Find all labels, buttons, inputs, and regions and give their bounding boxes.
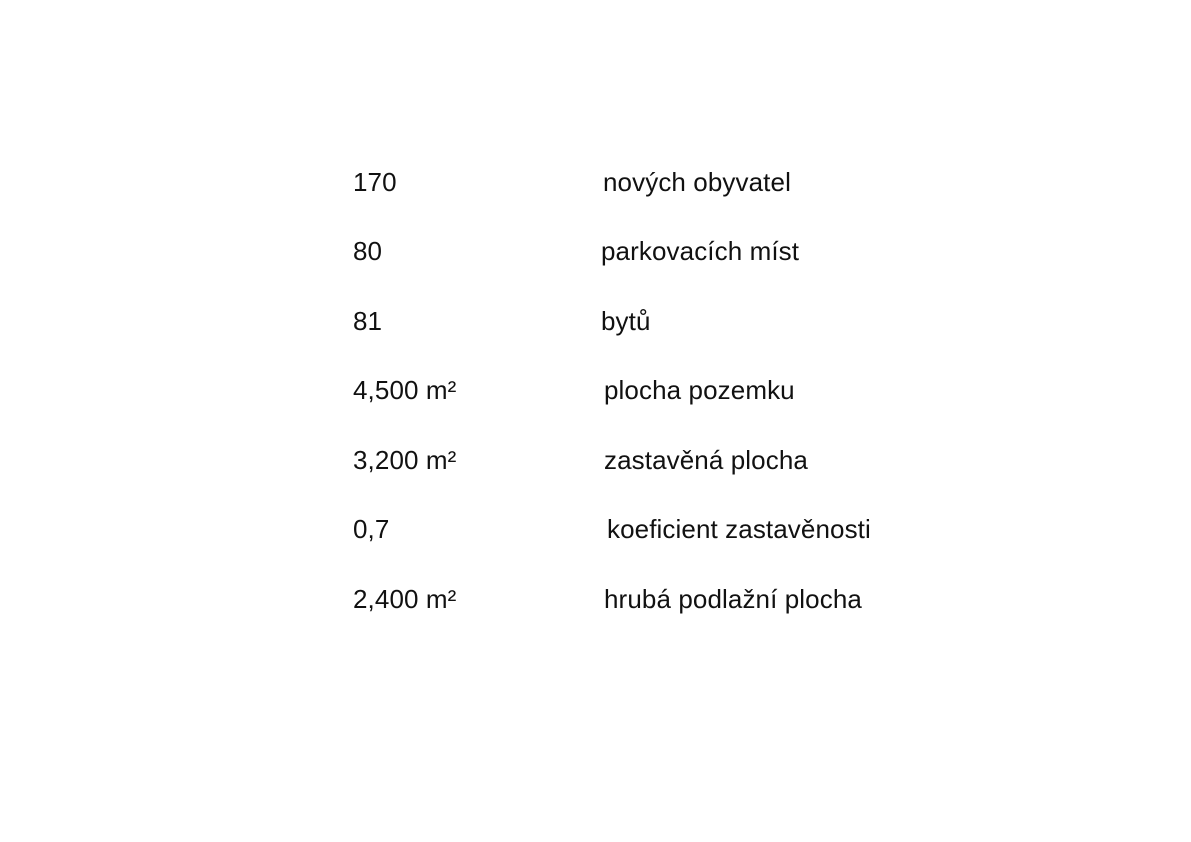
stat-value: 170 xyxy=(353,167,397,197)
stat-value: 81 xyxy=(353,306,383,336)
stat-row-coverage-ratio xyxy=(0,509,1191,549)
stat-label: nových obyvatel xyxy=(603,167,791,197)
stat-row-apartments xyxy=(0,301,1191,341)
stat-label: hrubá podlažní plocha xyxy=(604,584,862,614)
stat-label: plocha pozemku xyxy=(604,375,795,405)
stat-row-residents xyxy=(0,162,1191,202)
stat-label: parkovacích míst xyxy=(601,236,800,266)
stat-label: zastavěná plocha xyxy=(604,445,808,475)
stat-value: 3,200 m² xyxy=(353,445,457,475)
stat-row-built-area xyxy=(0,440,1191,480)
stat-value: 2,400 m² xyxy=(353,584,457,614)
stat-label: bytů xyxy=(601,306,651,336)
stat-row-gross-floor-area xyxy=(0,579,1191,619)
stat-value: 0,7 xyxy=(353,514,390,544)
stat-label: koeficient zastavěnosti xyxy=(607,514,871,544)
stat-row-parking xyxy=(0,231,1191,271)
stat-value: 4,500 m² xyxy=(353,375,457,405)
stat-row-plot-area xyxy=(0,370,1191,410)
stat-value: 80 xyxy=(353,236,383,266)
